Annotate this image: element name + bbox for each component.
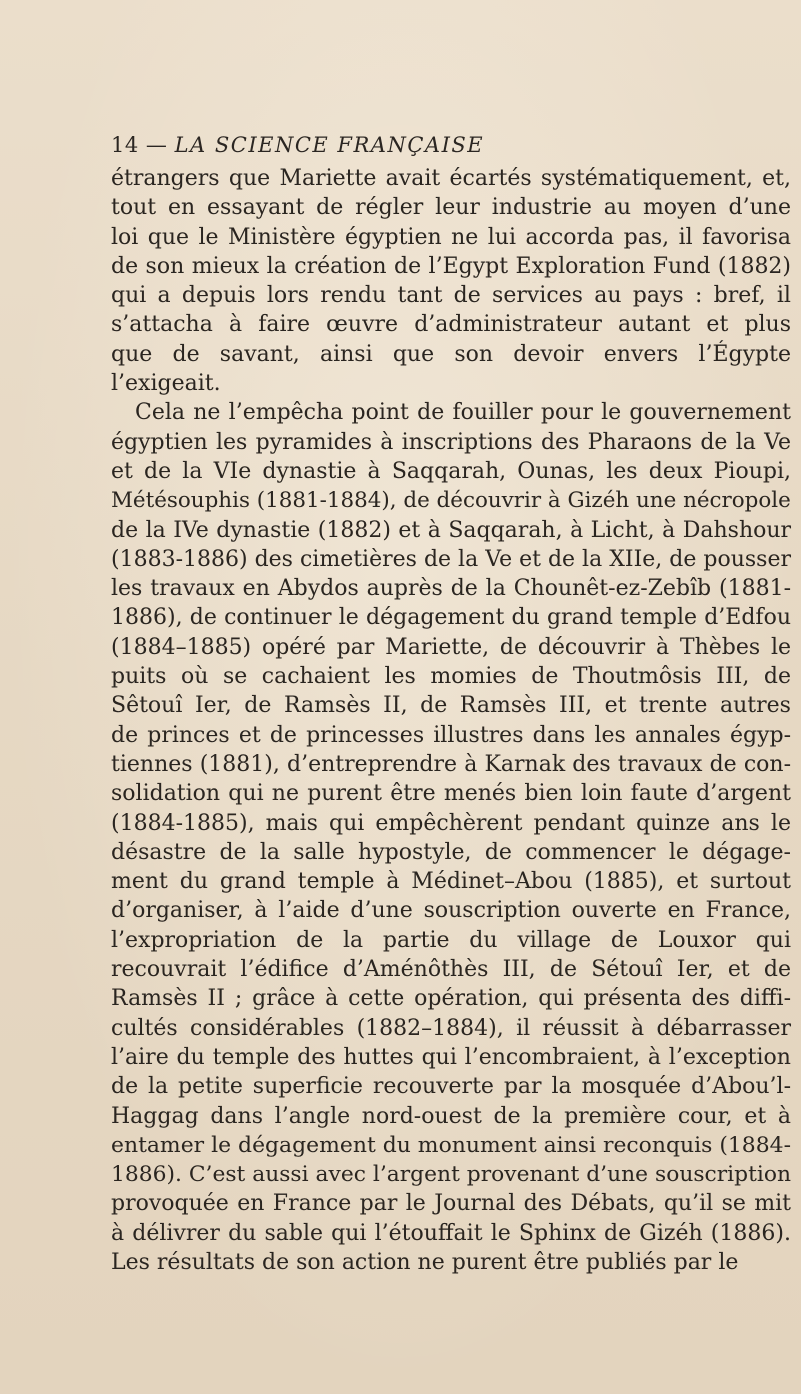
text-line: l’exigeait.	[111, 371, 221, 397]
text-line: Les résultats de son action ne purent être publiés par le	[111, 1249, 739, 1275]
text-line: qui a depuis lors rendu tant de services au pays : bref, il	[111, 283, 791, 309]
text-line: l’aire du temple des huttes qui l’encombraient, à l’exception	[111, 1044, 791, 1070]
text-line: 1886). C’est aussi avec l’argent provenant d’une souscription	[111, 1162, 791, 1188]
running-title: LA SCIENCE FRANÇAISE	[174, 133, 485, 157]
text-line: 1886), de continuer le dégagement du grand temple d’Edfou	[111, 605, 791, 631]
text-line: les travaux en Abydos auprès de la Chounêt-ez-Zebîb (1881-	[111, 576, 792, 602]
text-line: solidation qui ne purent être menés bien loin faute d’argent	[111, 781, 791, 807]
text-line: cultés considérables (1882–1884), il réussit à débarrasser	[111, 1015, 792, 1041]
text-line: (1884-1885), mais qui empêchèrent pendant quinze ans le	[111, 810, 791, 836]
text-line: tout en essayant de régler leur industrie au moyen d’une	[111, 195, 791, 221]
text-line: désastre de la salle hypostyle, de commencer le dégage-	[111, 839, 791, 865]
text-line: puits où se cachaient les momies de Thoutmôsis III, de	[111, 664, 791, 690]
header-separator: —	[145, 133, 168, 157]
text-line: Sêtouî Ier, de Ramsès II, de Ramsès III, et trente autres	[111, 693, 791, 719]
text-line: de la petite superficie recouverte par la mosquée d’Abou’l-	[111, 1074, 792, 1100]
text-line: loi que le Ministère égyptien ne lui accorda pas, il favorisa	[111, 224, 792, 250]
text-line: provoquée en France par le Journal des Débats, qu’il se mit	[111, 1191, 792, 1217]
text-line: (1884–1885) opéré par Mariette, de découvrir à Thèbes le	[111, 634, 792, 660]
text-line: à délivrer du sable qui l’étouffait le Sphinx de Gizéh (1886).	[111, 1220, 791, 1246]
text-line: (1883-1886) des cimetières de la Ve et de la XIIe, de pousser	[111, 546, 791, 572]
text-line: recouvrait l’édifice d’Aménôthès III, de Sétouî Ier, et de	[111, 957, 791, 983]
text-line: l’expropriation de la partie du village de Louxor qui	[111, 927, 791, 953]
text-line: Ramsès II ; grâce à cette opération, qui présenta des diffi-	[111, 986, 792, 1012]
text-line: que de savant, ainsi que son devoir envers l’Égypte	[111, 341, 791, 367]
text-line: et de la VIe dynastie à Saqqarah, Ounas, les deux Pioupi,	[111, 458, 791, 484]
text-line: tiennes (1881), d’entreprendre à Karnak des travaux de con-	[111, 751, 792, 777]
text-line: s’attacha à faire œuvre d’administrateur autant et plus	[111, 312, 792, 338]
body-text	[111, 164, 791, 1277]
text-line: de son mieux la création de l’Egypt Exploration Fund (1882)	[111, 253, 792, 279]
page-number: 14	[111, 133, 139, 157]
text-line: Cela ne l’empêcha point de fouiller pour le gouvernement	[135, 400, 791, 426]
text-line: entamer le dégagement du monument ainsi reconquis (1884-	[111, 1132, 792, 1158]
text-line: égyptien les pyramides à inscriptions des Pharaons de la Ve	[111, 429, 792, 455]
text-line: de princes et de princesses illustres dans les annales égyp-	[111, 722, 792, 748]
text-line: ment du grand temple à Médinet–Abou (1885), et surtout	[111, 869, 791, 895]
text-line: de la IVe dynastie (1882) et à Saqqarah, à Licht, à Dahshour	[111, 517, 792, 543]
running-header	[111, 133, 484, 157]
text-line: d’organiser, à l’aide d’une souscription ouverte en France,	[111, 898, 791, 924]
text-line: Haggag dans l’angle nord-ouest de la première cour, et à	[111, 1103, 791, 1129]
text-line: étrangers que Mariette avait écartés systématiquement, et,	[111, 166, 791, 191]
text-line: Métésouphis (1881-1884), de découvrir à Gizéh une nécropole	[111, 488, 791, 514]
